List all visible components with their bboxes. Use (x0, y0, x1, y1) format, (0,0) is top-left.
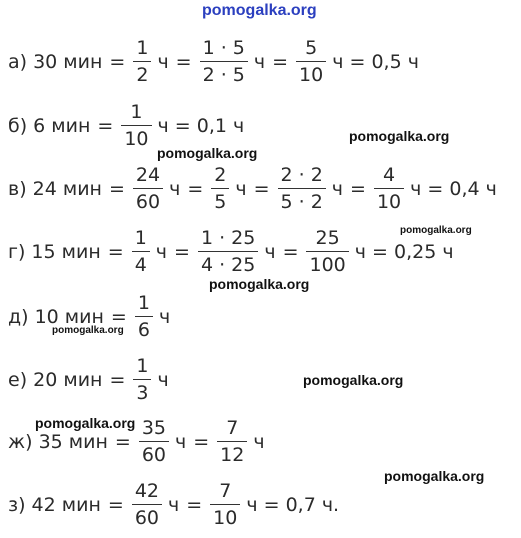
fraction: $\frac{7}{10}$ (210, 482, 240, 528)
problem-z: з) 42 мин = $\frac{42}{60}$ ч = $\frac{7}{10}$ ч = 0,7 ч. (8, 479, 340, 530)
fraction: $\frac{7}{12}$ (217, 419, 247, 465)
problem-label: а) 30 мин (8, 51, 103, 73)
problem-label: д) 10 мин (8, 306, 104, 328)
fraction: $\frac{5}{10}$ (296, 39, 326, 85)
result: ч = 0,7 ч. (246, 494, 340, 516)
fraction: $\frac{1}{6}$ (135, 294, 153, 340)
watermark: pomogalka.org (400, 225, 472, 236)
fraction: $\frac{1}{4}$ (132, 229, 150, 275)
watermark: pomogalka.org (303, 372, 404, 388)
result: ч (158, 306, 171, 328)
fraction: $\frac{24}{60}$ (133, 166, 163, 212)
fraction: $\frac{1}{2}$ (133, 39, 151, 85)
fraction: $\frac{1}{3}$ (133, 357, 151, 403)
problem-a: а) 30 мин = $\frac{1}{2}$ ч = $\frac{1 \cdot 5}{2 \cdot 5}$ ч = $\frac{5}{10}$ ч = 0,5 ч (8, 36, 419, 87)
problem-label: ж) 35 мин (8, 431, 108, 453)
result: ч = 0,25 ч (354, 241, 454, 263)
problem-zh: ж) 35 мин = $\frac{35}{60}$ ч = $\frac{7}{12}$ ч (8, 416, 265, 467)
result: ч = 0,5 ч (332, 51, 419, 73)
problem-v: в) 24 мин = $\frac{24}{60}$ ч = $\frac{2}{5}$ ч = $\frac{2 \cdot 2}{5 \cdot 2}$ ч = $\frac{4}{10}$ ч = 0,4 ч (8, 163, 497, 214)
watermark: pomogalka.org (384, 468, 485, 484)
fraction: $\frac{25}{100}$ (306, 229, 348, 275)
result: ч = 0,1 ч (157, 115, 245, 137)
problem-e: е) 20 мин = $\frac{1}{3}$ ч (8, 354, 169, 405)
fraction: $\frac{35}{60}$ (139, 419, 169, 465)
watermark: pomogalka.org (349, 128, 450, 144)
fraction: $\frac{1}{10}$ (121, 103, 151, 149)
fraction: $\frac{1 \cdot 25}{4 \cdot 25}$ (198, 229, 258, 275)
fraction: $\frac{4}{10}$ (374, 166, 404, 212)
problem-d: д) 10 мин = $\frac{1}{6}$ ч (8, 291, 171, 342)
result: ч = 0,4 ч (410, 178, 497, 200)
watermark: pomogalka.org (35, 415, 136, 431)
watermark: pomogalka.org (157, 145, 258, 161)
problem-label: б) 6 мин (8, 115, 91, 137)
result: ч (157, 369, 169, 391)
watermark: pomogalka.org (202, 2, 317, 19)
fraction: $\frac{2 \cdot 2}{5 \cdot 2}$ (278, 166, 326, 212)
problem-label: з) 42 мин (8, 494, 101, 516)
fraction: $\frac{42}{60}$ (132, 482, 162, 528)
problem-b: б) 6 мин = $\frac{1}{10}$ ч = 0,1 ч (8, 100, 245, 151)
problem-label: в) 24 мин (8, 178, 102, 200)
problem-g: г) 15 мин = $\frac{1}{4}$ ч = $\frac{1 \cdot 25}{4 \cdot 25}$ ч = $\frac{25}{100}$ ч = 0,25 ч (8, 226, 454, 277)
fraction: $\frac{2}{5}$ (211, 166, 229, 212)
watermark: pomogalka.org (209, 276, 310, 292)
problem-label: е) 20 мин (8, 369, 103, 391)
result: ч (253, 431, 265, 453)
fraction: $\frac{1 \cdot 5}{2 \cdot 5}$ (200, 39, 248, 85)
problem-label: г) 15 мин (8, 241, 101, 263)
watermark: pomogalka.org (52, 325, 124, 336)
